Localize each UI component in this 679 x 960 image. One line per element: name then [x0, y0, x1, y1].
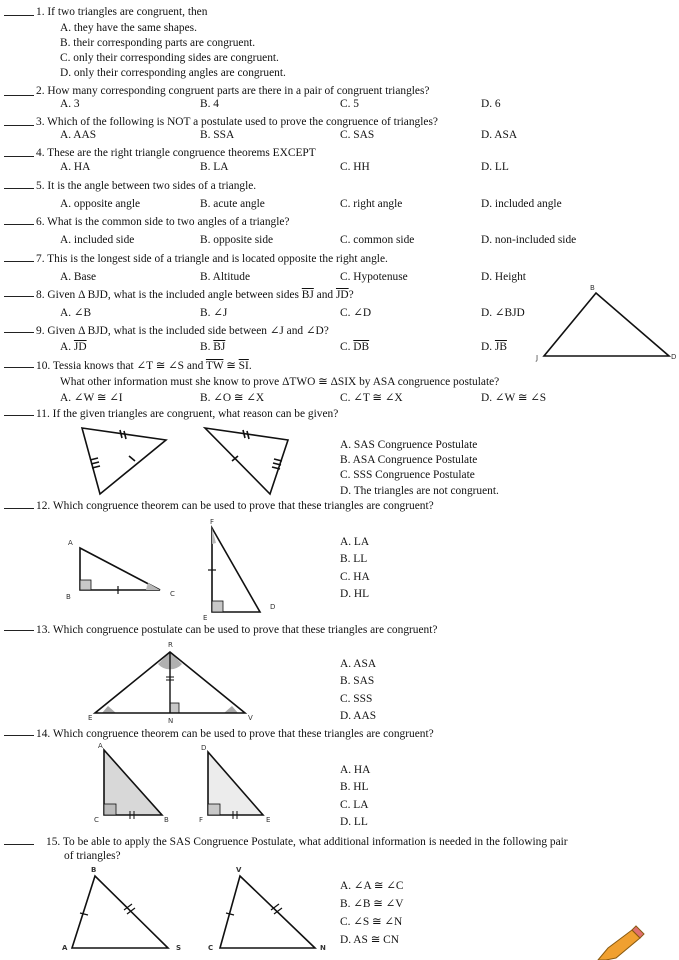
- q6-choice-a[interactable]: A. included side: [60, 234, 135, 246]
- q11-choice-a[interactable]: A. SAS Congruence Postulate: [340, 439, 478, 451]
- vertex-n-label: N: [168, 717, 174, 725]
- question-10-line2: What other information must she know to prove ΔTWO ≅ ΔSIX by ASA congruence postulate?: [60, 376, 500, 388]
- q15-choice-d[interactable]: D. AS ≅ CN: [340, 934, 399, 946]
- segment-jd: $\overline{JD}$: [335, 289, 349, 301]
- q2-choice-a[interactable]: A. 3: [60, 98, 80, 110]
- q8-choice-a[interactable]: A. ∠B: [60, 307, 92, 319]
- q8-choice-b[interactable]: B. ∠J: [200, 307, 228, 319]
- q8-stem-and: and: [313, 289, 336, 301]
- segment-tw: $\overline{TW}$: [205, 360, 224, 372]
- q11-triangles-figure: [82, 428, 288, 494]
- question-5-stem: 5. It is the angle between two sides of a triangle.: [36, 180, 257, 192]
- q8-choice-c[interactable]: C. ∠D: [340, 307, 372, 319]
- vertex-j-label: J: [536, 354, 539, 362]
- question-14-stem: 14. Which congruence theorem can be used to prove that these triangles are congruent?: [36, 728, 434, 740]
- vertex-e-label: E: [203, 614, 208, 622]
- q3-choice-b[interactable]: B. SSA: [200, 129, 235, 141]
- q3-choice-a[interactable]: A. AAS: [60, 129, 97, 141]
- q9-b-letter: B.: [200, 341, 214, 353]
- q1-choice-a[interactable]: A. they have the same shapes.: [60, 22, 197, 34]
- q6-choice-d[interactable]: D. non-included side: [481, 234, 577, 246]
- q10-choice-d[interactable]: D. ∠W ≅ ∠S: [481, 392, 547, 404]
- q12-choice-a[interactable]: A. LA: [340, 536, 370, 548]
- q6-choice-c[interactable]: C. common side: [340, 234, 415, 246]
- q8-choice-d[interactable]: D. ∠BJD: [481, 307, 525, 319]
- segment-jd: $\overline{JD}$: [73, 341, 87, 353]
- question-15-stem-line2: of triangles?: [64, 850, 121, 862]
- q2-choice-d[interactable]: D. 6: [481, 98, 501, 110]
- segment-bj: $\overline{BJ}$: [301, 289, 314, 301]
- vertex-d-label: D: [270, 603, 276, 611]
- q10-stem-end: .: [248, 360, 252, 372]
- q10-choice-b[interactable]: B. ∠O ≅ ∠X: [200, 392, 265, 404]
- vertex-b-label: B: [164, 816, 169, 824]
- q3-choice-d[interactable]: D. ASA: [481, 129, 518, 141]
- vertex-c-label: C: [170, 590, 175, 598]
- q7-choice-b[interactable]: B. Altitude: [200, 271, 250, 283]
- vertex-c-label: C: [208, 944, 214, 952]
- question-9-stem: 9. Given Δ BJD, what is the included side between ∠J and ∠D?: [36, 325, 329, 337]
- q4-choice-b[interactable]: B. LA: [200, 161, 229, 173]
- vertex-v-label: V: [248, 714, 253, 722]
- question-2-stem: 2. How many corresponding congruent parts are there in a pair of congruent triangles?: [36, 85, 430, 97]
- vertex-v-label: V: [236, 866, 242, 874]
- segment-jb: $\overline{JB}$: [494, 341, 507, 353]
- question-12-stem: 12. Which congruence theorem can be used to prove that these triangles are congruent?: [36, 500, 434, 512]
- q12-triangles-figure: [80, 528, 260, 612]
- question-6-stem: 6. What is the common side to two angles of a triangle?: [36, 216, 290, 228]
- q3-choice-c[interactable]: C. SAS: [340, 129, 375, 141]
- q1-choice-d[interactable]: D. only their corresponding angles are congruent.: [60, 67, 286, 79]
- vertex-e-label: E: [266, 816, 271, 824]
- vertex-f-label: F: [210, 518, 215, 526]
- question-13-stem: 13. Which congruence postulate can be used to prove that these triangles are congruent?: [36, 624, 438, 636]
- q10-congruent-sign: ≅: [223, 360, 239, 372]
- q11-choice-b[interactable]: B. ASA Congruence Postulate: [340, 454, 478, 466]
- q14-choice-d[interactable]: D. LL: [340, 816, 368, 828]
- vertex-r-label: R: [168, 641, 173, 649]
- vertex-b-label: B: [91, 866, 97, 874]
- q10-choice-c[interactable]: C. ∠T ≅ ∠X: [340, 392, 403, 404]
- q14-choice-a[interactable]: A. HA: [340, 764, 371, 776]
- q5-choice-d[interactable]: D. included angle: [481, 198, 562, 210]
- q15-choice-c[interactable]: C. ∠S ≅ ∠N: [340, 916, 403, 928]
- q13-triangle-figure: [95, 652, 245, 713]
- vertex-b-label: B: [590, 284, 595, 292]
- vertex-f-label: F: [199, 816, 204, 824]
- q1-choice-b[interactable]: B. their corresponding parts are congruent.: [60, 37, 256, 49]
- q5-choice-c[interactable]: C. right angle: [340, 198, 403, 210]
- q2-choice-c[interactable]: C. 5: [340, 98, 359, 110]
- vertex-c-label: C: [94, 816, 99, 824]
- q5-choice-b[interactable]: B. acute angle: [200, 198, 265, 210]
- segment-db: $\overline{DB}$: [353, 341, 370, 353]
- q4-choice-a[interactable]: A. HA: [60, 161, 91, 173]
- vertex-a-label: A: [62, 944, 68, 952]
- q15-choice-a[interactable]: A. ∠A ≅ ∠C: [340, 880, 404, 892]
- vertex-n-label: N: [320, 944, 326, 952]
- q10-stem-text: 10. Tessia knows that ∠T ≅ ∠S and: [36, 360, 206, 372]
- q14-triangles-figure: [104, 750, 263, 819]
- q11-choice-c[interactable]: C. SSS Congruence Postulate: [340, 469, 475, 481]
- pencil-icon: [598, 926, 644, 960]
- vertex-b-label: B: [66, 593, 71, 601]
- q12-choice-b[interactable]: B. LL: [340, 553, 368, 565]
- segment-si: $\overline{SI}$: [238, 360, 249, 372]
- q14-choice-b[interactable]: B. HL: [340, 781, 369, 793]
- vertex-d-label: D: [201, 744, 207, 752]
- vertex-a-label: A: [98, 742, 103, 750]
- q7-choice-d[interactable]: D. Height: [481, 271, 526, 283]
- q13-choice-d[interactable]: D. AAS: [340, 710, 377, 722]
- question-15-stem: 15. To be able to apply the SAS Congruence Postulate, what additional information is needed in the following pair: [46, 836, 568, 848]
- q6-choice-b[interactable]: B. opposite side: [200, 234, 274, 246]
- q14-choice-c[interactable]: C. LA: [340, 799, 369, 811]
- q12-choice-d[interactable]: D. HL: [340, 588, 370, 600]
- vertex-a-label: A: [68, 539, 73, 547]
- question-1-stem: 1. If two triangles are congruent, then: [36, 6, 208, 18]
- q12-choice-c[interactable]: C. HA: [340, 571, 370, 583]
- question-3-stem: 3. Which of the following is NOT a postulate used to prove the congruence of triangles?: [36, 116, 438, 128]
- q7-choice-a[interactable]: A. Base: [60, 271, 97, 283]
- q13-choice-b[interactable]: B. SAS: [340, 675, 375, 687]
- q5-choice-a[interactable]: A. opposite angle: [60, 198, 141, 210]
- q4-choice-d[interactable]: D. LL: [481, 161, 509, 173]
- q13-choice-a[interactable]: A. ASA: [340, 658, 377, 670]
- q2-choice-b[interactable]: B. 4: [200, 98, 219, 110]
- segment-bj: $\overline{BJ}$: [213, 341, 226, 353]
- question-11-stem: 11. If the given triangles are congruent, what reason can be given?: [36, 408, 339, 420]
- q10-choice-a[interactable]: A. ∠W ≅ ∠I: [60, 392, 123, 404]
- vertex-e-label: E: [88, 714, 93, 722]
- question-7-stem: 7. This is the longest side of a triangle and is located opposite the right angle.: [36, 253, 388, 265]
- q9-d-letter: D.: [481, 341, 495, 353]
- q15-triangles-figure: [72, 876, 315, 948]
- q4-choice-c[interactable]: C. HH: [340, 161, 370, 173]
- q9-a-letter: A.: [60, 341, 74, 353]
- q1-choice-c[interactable]: C. only their corresponding sides are congruent.: [60, 52, 279, 64]
- q9-c-letter: C.: [340, 341, 354, 353]
- question-4-stem: 4. These are the right triangle congruence theorems EXCEPT: [36, 147, 316, 159]
- vertex-d-label: D: [671, 353, 677, 361]
- q8-stem-end: ?: [348, 289, 354, 301]
- q8-stem-text: 8. Given Δ BJD, what is the included angle between sides: [36, 289, 302, 301]
- q13-choice-c[interactable]: C. SSS: [340, 693, 373, 705]
- vertex-s-label: S: [176, 944, 182, 952]
- q7-choice-c[interactable]: C. Hypotenuse: [340, 271, 408, 283]
- q11-choice-d[interactable]: D. The triangles are not congruent.: [340, 485, 499, 497]
- q15-choice-b[interactable]: B. ∠B ≅ ∠V: [340, 898, 404, 910]
- triangle-bjd-figure: [544, 293, 669, 356]
